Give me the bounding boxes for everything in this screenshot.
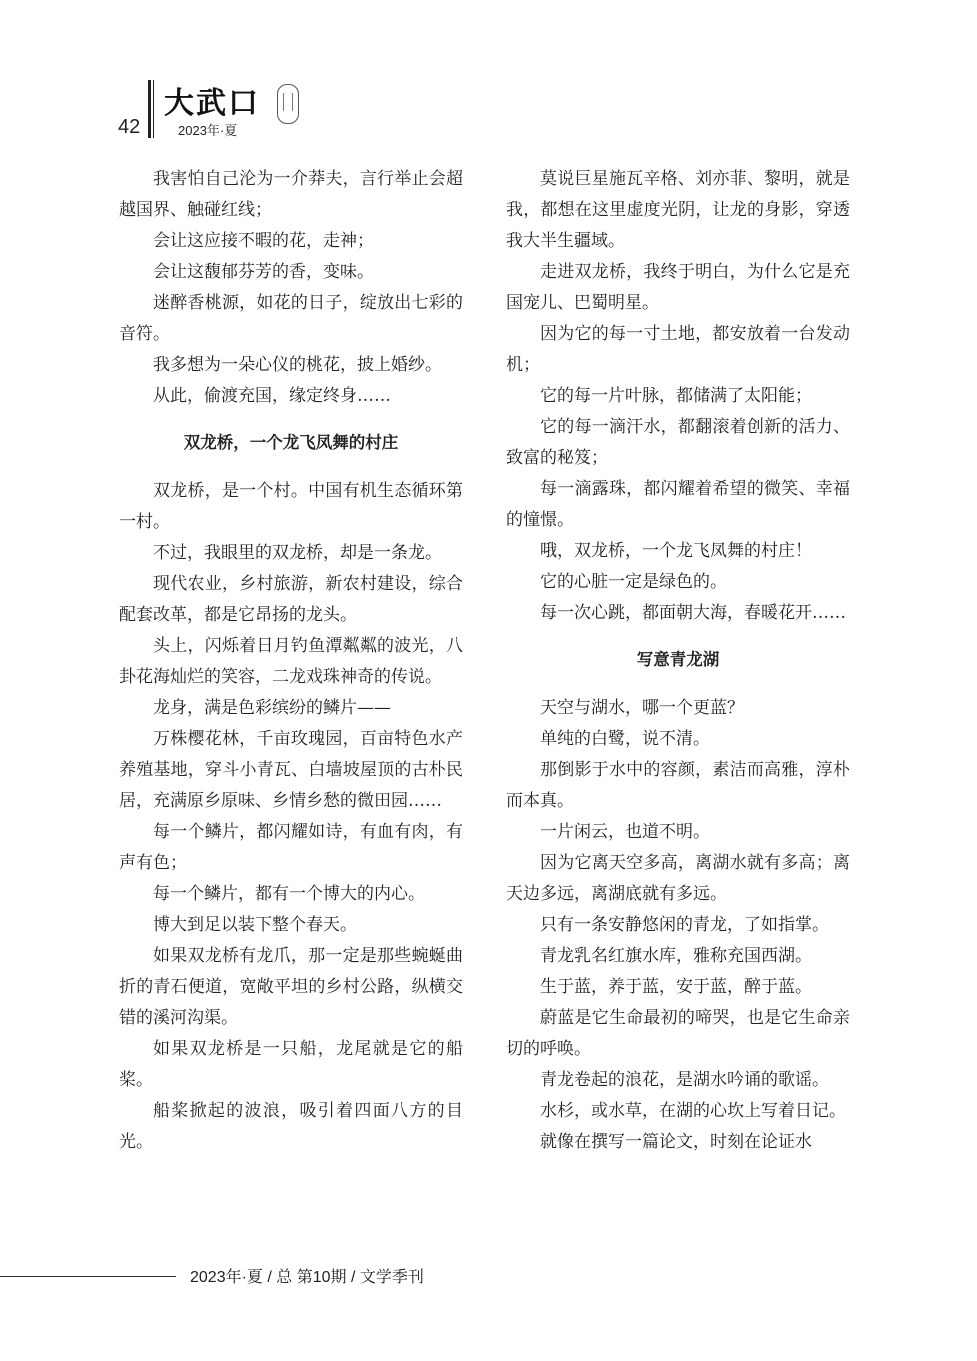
right-column bbox=[506, 164, 850, 1158]
paragraph: 龙身，满是色彩缤纷的鳞片—— bbox=[153, 698, 391, 718]
paragraph: 船桨掀起的波浪，吸引着四面八方的目光。 bbox=[119, 1101, 463, 1152]
paragraph: 就像在撰写一篇论文，时刻在论证水 bbox=[540, 1132, 812, 1152]
paragraph: 如果双龙桥是一只船，龙尾就是它的船桨。 bbox=[119, 1039, 463, 1090]
paragraph: 生于蓝，养于蓝，安于蓝，醉于蓝。 bbox=[540, 977, 812, 997]
paragraph: 从此，偷渡充国，缘定终身…… bbox=[153, 386, 391, 406]
section-heading: 写意青龙湖 bbox=[636, 650, 720, 669]
paragraph: 我多想为一朵心仪的桃花，披上婚纱。 bbox=[153, 355, 442, 375]
paragraph: 万株樱花林，千亩玫瑰园，百亩特色水产养殖基地，穿斗小青瓦、白墙坡屋顶的古朴民居，充满原乡原味、乡情乡愁的微田园…… bbox=[119, 729, 463, 811]
paragraph: 蔚蓝是它生命最初的啼哭，也是它生命亲切的呼唤。 bbox=[506, 1008, 850, 1059]
paragraph: 青龙乳名红旗水库，雅称充国西湖。 bbox=[540, 946, 812, 966]
magazine-issue: 2023年·夏 bbox=[178, 123, 238, 138]
paragraph: 每一次心跳，都面朝大海，春暖花开…… bbox=[540, 603, 846, 623]
paragraph: 如果双龙桥有龙爪，那一定是那些蜿蜒曲折的青石便道，宽敞平坦的乡村公路，纵横交错的溪河沟渠。 bbox=[119, 946, 463, 1028]
paragraph: 单纯的白鹭，说不清。 bbox=[540, 729, 710, 749]
paragraph: 现代农业，乡村旅游，新农村建设，综合配套改革，都是它昂扬的龙头。 bbox=[119, 574, 463, 625]
paragraph: 每一滴露珠，都闪耀着希望的微笑、幸福的憧憬。 bbox=[506, 479, 850, 530]
paragraph: 它的每一片叶脉，都储满了太阳能； bbox=[540, 386, 812, 406]
paragraph: 一片闲云，也道不明。 bbox=[540, 822, 710, 842]
left-column bbox=[119, 164, 463, 1158]
magazine-title: 大武口 bbox=[164, 86, 260, 121]
paragraph: 它的心脏一定是绿色的。 bbox=[540, 572, 727, 592]
paragraph: 哦，双龙桥，一个龙飞凤舞的村庄！ bbox=[540, 541, 812, 561]
paragraph: 因为它的每一寸土地，都安放着一台发动机； bbox=[506, 324, 850, 375]
paragraph: 不过，我眼里的双龙桥，却是一条龙。 bbox=[153, 543, 442, 563]
footer-rule bbox=[0, 1276, 176, 1277]
footer-issue-info: 2023年·夏 / 总 第10期 / 文学季刊 bbox=[190, 1269, 424, 1286]
paragraph: 天空与湖水，哪一个更蓝？ bbox=[540, 698, 744, 718]
paragraph: 会让这馥郁芬芳的香，变味。 bbox=[153, 262, 374, 282]
page-number: 42 bbox=[118, 116, 141, 138]
paragraph: 只有一条安静悠闲的青龙，了如指掌。 bbox=[540, 915, 829, 935]
seal-icon bbox=[277, 84, 299, 124]
paragraph: 每一个鳞片，都闪耀如诗，有血有肉，有声有色； bbox=[119, 822, 463, 873]
section-heading: 双龙桥，一个龙飞凤舞的村庄 bbox=[183, 433, 399, 452]
paragraph: 水杉，或水草，在湖的心坎上写着日记。 bbox=[540, 1101, 846, 1121]
paragraph: 那倒影于水中的容颜，素洁而高雅，淳朴而本真。 bbox=[506, 760, 850, 811]
paragraph: 我害怕自己沦为一介莽夫，言行举止会超越国界、触碰红线； bbox=[119, 169, 463, 220]
paragraph: 会让这应接不暇的花，走神； bbox=[153, 231, 374, 251]
paragraph: 青龙卷起的浪花，是湖水吟诵的歌谣。 bbox=[540, 1070, 829, 1090]
page-header bbox=[112, 78, 352, 142]
header-divider-thin bbox=[153, 80, 154, 138]
paragraph: 它的每一滴汗水，都翻滚着创新的活力、致富的秘笈； bbox=[506, 417, 850, 468]
paragraph: 博大到足以装下整个春天。 bbox=[153, 915, 357, 935]
paragraph: 每一个鳞片，都有一个博大的内心。 bbox=[153, 884, 425, 904]
paragraph: 因为它离天空多高，离湖水就有多高；离天边多远，离湖底就有多远。 bbox=[506, 853, 850, 904]
header-divider bbox=[148, 80, 151, 138]
paragraph: 双龙桥，是一个村。中国有机生态循环第一村。 bbox=[119, 481, 463, 532]
paragraph: 莫说巨星施瓦辛格、刘亦菲、黎明，就是我，都想在这里虚度光阴，让龙的身影，穿透我大半生疆域。 bbox=[506, 169, 850, 251]
paragraph: 迷醉香桃源，如花的日子，绽放出七彩的音符。 bbox=[119, 293, 463, 344]
paragraph: 走进双龙桥，我终于明白，为什么它是充国宠儿、巴蜀明星。 bbox=[506, 262, 850, 313]
paragraph: 头上，闪烁着日月钓鱼潭粼粼的波光，八卦花海灿烂的笑容，二龙戏珠神奇的传说。 bbox=[119, 636, 463, 687]
